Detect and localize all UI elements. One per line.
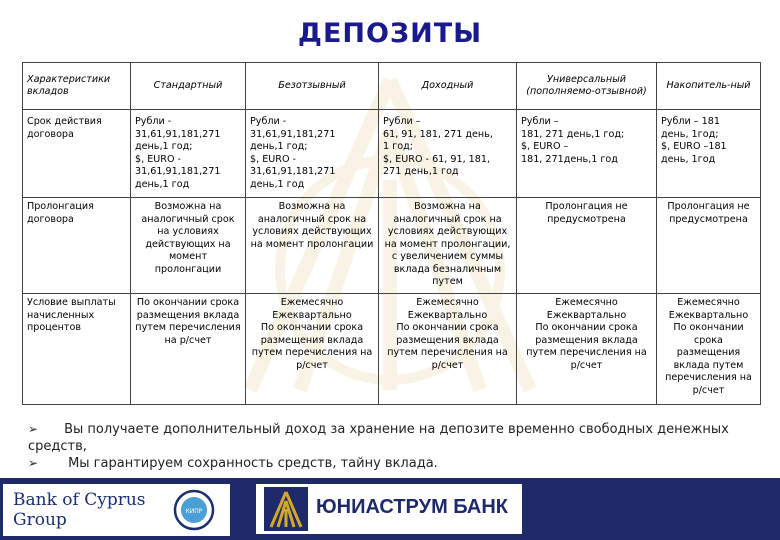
term-cell-profitable	[379, 110, 517, 198]
uniastrum-arch-icon	[264, 487, 308, 531]
header-universal: Универсальный (пополняемо-отзывной)	[517, 63, 657, 110]
interest-line: Ежемесячно	[416, 297, 479, 308]
term-line: 31,61,91,181,271	[135, 128, 221, 140]
benefit-text: Вы получаете дополнительный доход за хранение на депозите временно свободных денежных средств,	[28, 422, 729, 454]
interest-line: По окончании срока размещения вклада путем перечисления на р/счет	[387, 322, 508, 371]
term-cell-standard	[131, 110, 246, 198]
page-title: ДЕПОЗИТЫ	[297, 18, 483, 49]
footer-band	[0, 478, 780, 540]
interest-cell-profitable	[379, 294, 517, 405]
term-cell-accumulative	[657, 110, 761, 198]
term-line: Рубли –	[383, 116, 421, 127]
term-line: 31,61,91,181,271	[250, 128, 336, 140]
term-cell-universal	[517, 110, 657, 198]
table-row-interest	[23, 294, 761, 405]
term-line: $, EURO –181	[661, 141, 727, 152]
interest-line: Ежемесячно	[677, 297, 740, 308]
term-line: 181, 271 день,1 год;	[521, 128, 625, 140]
bank-of-cyprus-logo	[3, 484, 230, 536]
prolongation-cell-universal: Пролонгация не предусмотрена	[517, 198, 657, 294]
interest-line: По окончании срока размещения вклада путем перечисления на р/счет	[251, 322, 373, 371]
term-line: день, 1год;	[661, 128, 719, 140]
term-line: $, EURO -	[250, 153, 297, 165]
term-line: Рубли -	[250, 116, 287, 127]
boc-seal-icon	[173, 488, 215, 532]
header-profitable: Доходный	[379, 63, 517, 110]
term-line: 181, 271день,1 год	[521, 153, 618, 165]
term-line: Рубли -	[135, 116, 172, 127]
boc-name-line: Bank of Cyprus	[13, 490, 146, 510]
header-irrevocable: Безотзывный	[246, 63, 379, 110]
header-standard: Стандартный	[131, 63, 246, 110]
interest-line: Ежемесячно	[555, 297, 618, 308]
prolongation-cell-standard: Возможна на аналогичный срок на условиях действующих на момент пролонгации	[131, 198, 246, 294]
benefits-list	[28, 421, 768, 473]
interest-cell-standard	[131, 294, 246, 405]
deposits-table	[22, 62, 761, 405]
prolongation-cell-irrevocable: Возможна на аналогичный срок на условиях действующих на момент пролонгации	[246, 198, 379, 294]
header-accumulative: Накопитель-ный	[657, 63, 761, 110]
interest-cell-irrevocable	[246, 294, 379, 405]
interest-cell-accumulative	[657, 294, 761, 405]
svg-text:КИПР: КИПР	[185, 508, 203, 515]
table-row-term	[23, 110, 761, 198]
table-row-prolongation	[23, 198, 761, 294]
interest-line: Ежемесячно	[280, 297, 344, 308]
row-label-interest: Условие выплаты начисленных процентов	[23, 294, 131, 405]
interest-line: Ежеквартально	[668, 309, 749, 321]
term-line: 61, 91, 181, 271 день,	[383, 128, 493, 140]
arrow-bullet-icon: ➢	[28, 456, 39, 470]
interest-line: По окончании срока размещения вклада путем перечисления на р/счет	[526, 322, 647, 371]
term-line: 31,61,91,181,271	[250, 166, 336, 177]
interest-line: По окончании срока размещения вклада путем перечисления на р/счет	[135, 297, 241, 346]
term-line: $, EURO - 61, 91, 181,	[383, 153, 491, 165]
table-header-row	[23, 63, 761, 110]
interest-cell-universal	[517, 294, 657, 405]
term-cell-irrevocable	[246, 110, 379, 198]
term-line: Рубли –	[521, 116, 559, 127]
term-line: $, EURO –	[521, 141, 569, 152]
term-line: $, EURO -	[135, 153, 182, 165]
term-line: 31,61,91,181,271	[135, 166, 221, 177]
interest-line: По окончании срока размещения вклада путем перечисления на р/счет	[665, 322, 752, 396]
prolongation-cell-accumulative: Пролонгация не предусмотрена	[657, 198, 761, 294]
benefit-item	[28, 421, 768, 455]
bank-of-cyprus-name	[13, 490, 146, 530]
header-characteristics: Характеристики вкладов	[23, 63, 131, 110]
prolongation-cell-profitable: Возможна на аналогичный срок на условиях действующих на момент пролонгации, с увеличением суммы вклада безналичным путем	[379, 198, 517, 294]
term-line: Рубли – 181	[661, 116, 720, 127]
term-line: день,1 год	[135, 178, 190, 190]
benefit-item	[28, 455, 768, 473]
term-line: день,1 год;	[135, 141, 193, 152]
term-line: 1 год;	[383, 141, 413, 152]
term-line: день, 1год	[661, 153, 716, 165]
interest-line: Ежеквартально	[546, 309, 627, 321]
arrow-bullet-icon: ➢	[28, 422, 39, 436]
interest-line: Ежеквартально	[407, 309, 488, 321]
row-label-term: Срок действия договора	[23, 110, 131, 198]
uniastrum-bank-name: ЮНИАСТРУМ БАНК	[316, 496, 508, 518]
benefit-text: Мы гарантируем сохранность средств, тайну вклада.	[68, 456, 438, 471]
boc-name-line: Group	[13, 510, 67, 530]
term-line: день,1 год;	[250, 141, 308, 152]
term-line: 271 день,1 год	[383, 166, 459, 177]
term-line: день,1 год	[250, 178, 305, 190]
interest-line: Ежеквартально	[272, 309, 352, 321]
uniastrum-bank-logo	[256, 484, 522, 534]
row-label-prolongation: Пролонгация договора	[23, 198, 131, 294]
